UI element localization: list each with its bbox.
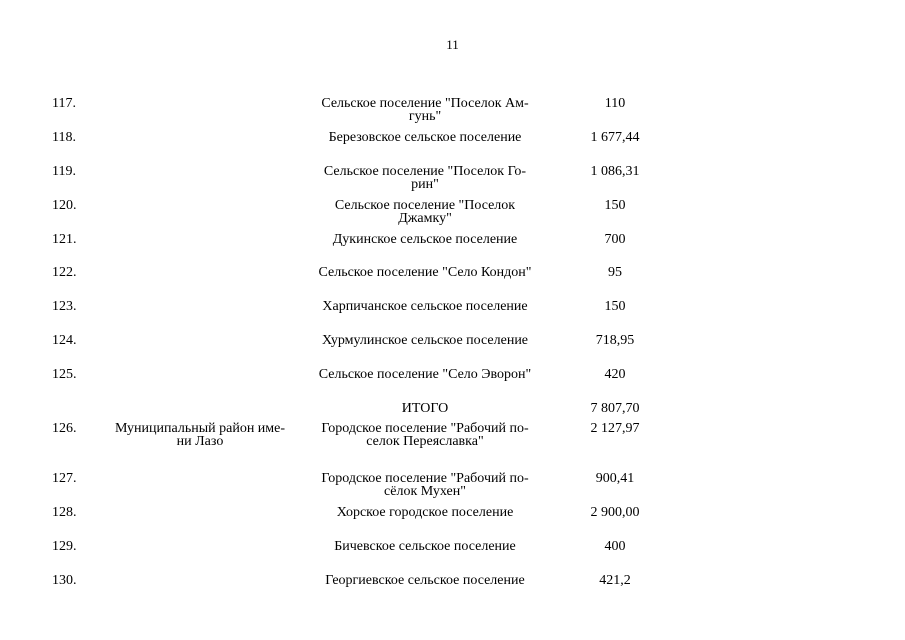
amount-value: 110: [604, 96, 626, 111]
settlement-line: Джамку": [398, 211, 452, 226]
total-label: [305, 402, 545, 415]
settlement-name: [305, 199, 545, 225]
amount-value: 900,41: [595, 471, 635, 486]
settlement-line: Городское поселение "Рабочий по-: [321, 421, 529, 436]
settlement-name: [305, 266, 545, 279]
row-number: 127.: [52, 471, 77, 486]
settlement-name: [305, 233, 545, 246]
row-number: 130.: [52, 573, 77, 588]
settlement-line: Сельское поселение "Село Эворон": [318, 367, 532, 382]
amount-value: 150: [604, 299, 626, 314]
amount-value: 700: [604, 232, 626, 247]
settlement-name: [305, 165, 545, 191]
row-number: 121.: [52, 232, 77, 247]
amount-value: 718,95: [595, 333, 635, 348]
settlement-line: Сельское поселение "Поселок Го-: [323, 164, 527, 179]
page-number: 11: [446, 37, 459, 52]
row-number: 125.: [52, 367, 77, 382]
settlement-name: [305, 540, 545, 553]
settlement-line: рин": [411, 177, 439, 192]
amount-value: 420: [604, 367, 626, 382]
row-number: 128.: [52, 505, 77, 520]
row-number: 119.: [52, 164, 76, 179]
settlement-name: [305, 300, 545, 313]
settlement-name: [305, 422, 545, 448]
settlement-name: [305, 97, 545, 123]
settlement-line: Сельское поселение "Поселок Ам-: [321, 96, 529, 111]
settlement-name: [305, 334, 545, 347]
settlement-line: Бичевское сельское поселение: [334, 539, 516, 554]
settlement-line: ИТОГО: [401, 401, 449, 416]
row-number: 124.: [52, 333, 77, 348]
settlement-line: Городское поселение "Рабочий по-: [321, 471, 529, 486]
settlement-name: [305, 506, 545, 519]
settlement-line: Хорское городское поселение: [336, 505, 514, 520]
row-number: 129.: [52, 539, 77, 554]
settlement-line: Дукинское сельское поселение: [332, 232, 518, 247]
settlement-name: [305, 574, 545, 587]
row-number: 123.: [52, 299, 77, 314]
settlement-line: Березовское сельское поселение: [328, 130, 522, 145]
settlement-line: Хурмулинское сельское поселение: [321, 333, 529, 348]
settlement-name: [305, 131, 545, 144]
amount-value: 1 677,44: [590, 130, 640, 145]
municipality-line: Муниципальный район име-: [114, 421, 286, 436]
amount-value: 400: [604, 539, 626, 554]
settlement-name: [305, 368, 545, 381]
row-number: 118.: [52, 130, 76, 145]
settlement-name: [305, 472, 545, 498]
amount-value: 150: [604, 198, 626, 213]
settlement-line: Сельское поселение "Поселок: [334, 198, 516, 213]
total-value: 7 807,70: [590, 401, 640, 416]
amount-value: 421,2: [599, 573, 631, 588]
settlement-line: селок Переяславка": [366, 434, 484, 449]
row-number: 120.: [52, 198, 77, 213]
municipality-name: [100, 422, 300, 448]
amount-value: 1 086,31: [590, 164, 640, 179]
amount-value: 2 900,00: [590, 505, 640, 520]
settlement-line: Харпичанское сельское поселение: [322, 299, 528, 314]
settlement-line: Георгиевское сельское поселение: [325, 573, 525, 588]
settlement-line: гунь": [408, 109, 442, 124]
municipality-line: ни Лазо: [176, 434, 224, 449]
row-number: 126.: [52, 421, 77, 436]
row-number: 122.: [52, 265, 77, 280]
settlement-line: сёлок Мухен": [384, 484, 466, 499]
amount-value: 95: [608, 265, 622, 280]
row-number: 117.: [52, 96, 76, 111]
settlement-line: Сельское поселение "Село Кондон": [318, 265, 532, 280]
amount-value: 2 127,97: [590, 421, 640, 436]
